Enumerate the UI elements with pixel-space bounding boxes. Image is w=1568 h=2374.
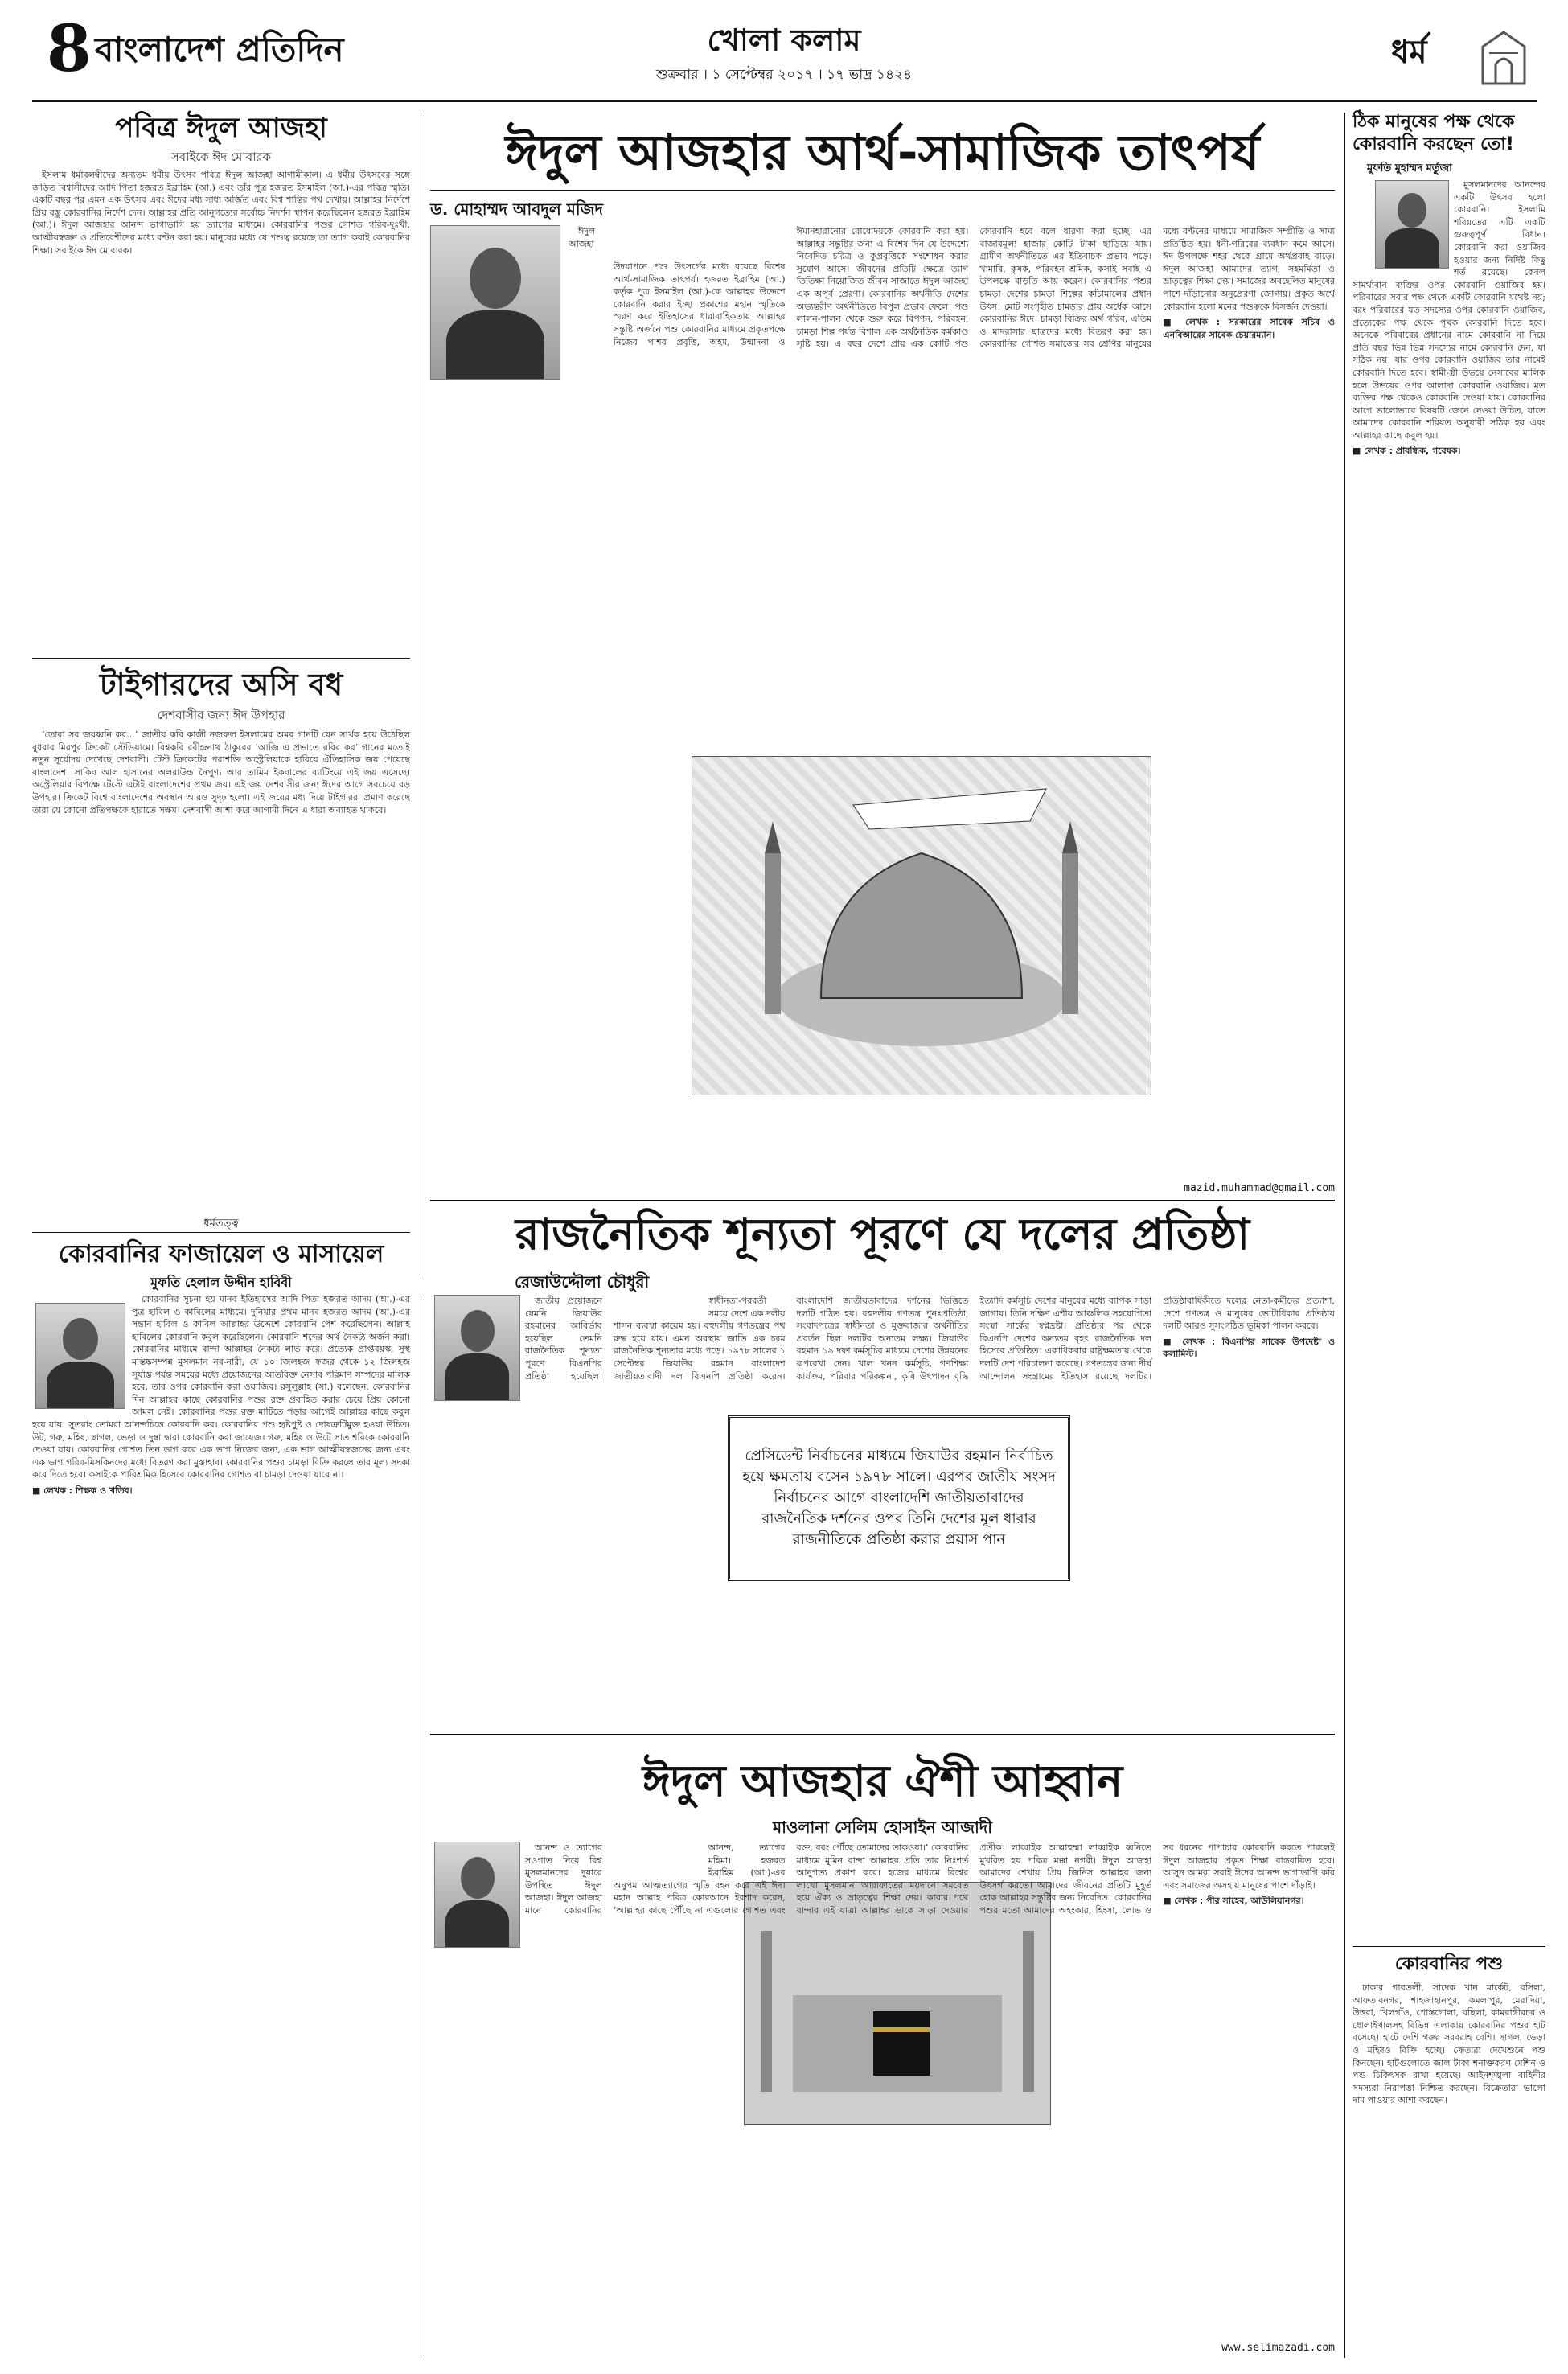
article-title: টাইগারদের অসি বধ [99, 667, 343, 702]
article-author: মুফতি হেলাল উদ্দীন হাবিবী [150, 1275, 292, 1290]
article-title: ঈদুল আজহার আর্থ-সামাজিক তাৎপর্য [505, 123, 1260, 182]
page-number: 8 [47, 10, 92, 86]
article-body [1353, 179, 1545, 1932]
article-body [430, 225, 1335, 1174]
article-text: আনন্দ ও ত্যাগের সওগাত নিয়ে বিশ্ব মুসলমানদের দুয়ারে উপস্থিত ঈদুল আজহা। ঈদুল আজহা মানে কোরবানির আনন্দ, ত্যাগের মহিমা। হজরত ইব্রাহিম (আ.)-এর অনুপম আত্মত্যাগের স্মৃতি বহন করে এই ঈদ। মহান আল্লাহ পবিত্র কোরআনে ইরশাদ করেন, ‘আল্লাহর কাছে পৌঁছে না এগুলোর গোশত এবং রক্ত, বরং পৌঁছে তোমাদের তাকওয়া।’ কোরবানির মাধ্যমে মুমিন বান্দা আল্লাহর প্রতি তার নিঃশর্ত আনুগত্য প্রকাশ করে। হজের মাধ্যমে বিশ্বের লাখো মুসলমান আরাফাতের ময়দানে সমবেত হয়ে ঐক্য ও ভ্রাতৃত্বের শিক্ষা দেয়। কাবার পথে বান্দার এই যাত্রা আল্লাহর ডাকে সাড়া দেওয়ার প্রতীক। লাব্বাইক আল্লাহুম্মা লাব্বাইক ধ্বনিতে মুখরিত হয় পবিত্র মক্কা নগরী। ঈদুল আজহা আমাদের শেখায় প্রিয় জিনিস আল্লাহর জন্য উৎসর্গ করতে। আমাদের জীবনের প্রতিটি মুহূর্ত হোক আল্লাহর সন্তুষ্টির জন্য নিবেদিত। কোরবানির পশুর মতো আমাদের অহংকার, হিংসা, লোভ ও সব ধরনের পাপাচার কোরবানি করতে পারলেই ঈদুল আজহার প্রকৃত শিক্ষা বাস্তবায়িত হবে। আসুন আমরা সবাই ঈদের আনন্দ ভাগাভাগি করি এবং সমাজের অসহায় মানুষের পাশে দাঁড়াই। [525, 1842, 1335, 1916]
article-title: কোরবানির ফাজায়েল ও মাসায়েল [58, 1240, 384, 1268]
article-body [430, 1842, 1335, 2340]
article-title: কোরবানির পশু [1394, 1954, 1504, 1974]
section-title: খোলা কলাম [707, 23, 861, 58]
article-text: ঢাকার গাবতলী, সাদেক খান মার্কেট, বসিলা, আফতাবনগর, শাহজাহানপুর, কমলাপুর, মেরাদিয়া, উত্তরা, খিলগাঁও, পোস্তগোলা, বছিলা, কামরাঙ্গীরচর ও ধোলাইখালসহ বিভিন্ন এলাকায় কোরবানির পশুর হাট বসেছে। হাটে দেশি গরুর সরবরাহ বেশি। ছাগল, ভেড়া ও মহিষও বিক্রি হচ্ছে। ক্রেতারা দেখেশুনে পশু কিনছেন। হাটগুলোতে জাল টাকা শনাক্তকরণ মেশিন ও পশু চিকিৎসক রাখা হয়েছে। আইনশৃঙ্খলা বাহিনীর সদস্যরা নিরাপত্তা নিশ্চিত করছেন। বিক্রেতারা ভালো দাম পাওয়ার আশা করছেন। [1353, 1982, 1545, 2106]
author-website[interactable]: www.selimazadi.com [1221, 2342, 1335, 2354]
article-author: মাওলানা সেলিম হোসাইন আজাদী [772, 1817, 993, 1837]
article-author: রেজাউদ্দৌলা চৌধুরী [515, 1272, 650, 1292]
article-text: জাতীয় প্রয়োজনে যেমনি জিয়াউর রহমানের আবির্ভাব হয়েছিল তেমনি রাজনৈতিক শূন্যতা পূরণে বিএনপির প্রতিষ্ঠা হয়েছিল। স্বাধীনতা-পরবর্তী সময়ে দেশে এক দলীয় শাসন ব্যবস্থা কায়েম হয়। বহুদলীয় গণতন্ত্রের পথ রুদ্ধ হয়ে যায়। এমন অবস্থায় জাতি এক চরম রাজনৈতিক শূন্যতার মধ্যে পড়ে। ১৯৭৮ সালের ১ সেপ্টেম্বর জিয়াউর রহমান বাংলাদেশ জাতীয়তাবাদী দল বিএনপি প্রতিষ্ঠা করেন। বাংলাদেশি জাতীয়তাবাদের দর্শনের ভিত্তিতে দলটি গঠিত হয়। বহুদলীয় গণতন্ত্র পুনঃপ্রতিষ্ঠা, সংবাদপত্রের স্বাধীনতা ও মুক্তবাজার অর্থনীতির প্রবর্তন ছিল দলটির অন্যতম লক্ষ্য। জিয়াউর রহমান ১৯ দফা কর্মসূচির মাধ্যমে দেশের উন্নয়নের রূপরেখা দেন। খাল খনন কর্মসূচি, গণশিক্ষা কার্যক্রম, পরিবার পরিকল্পনা, কৃষি উৎপাদন বৃদ্ধি ইত্যাদি কর্মসূচি দেশের মানুষের মধ্যে ব্যাপক সাড়া জাগায়। তিনি দক্ষিণ এশীয় আঞ্চলিক সহযোগিতা সংস্থা সার্কের স্বপ্নদ্রষ্টা। প্রতিষ্ঠার পর থেকে বিএনপি দেশের অন্যতম বৃহৎ রাজনৈতিক দল হিসেবে প্রতিষ্ঠিত। একাধিকবার রাষ্ট্রক্ষমতায় থেকে দলটি দেশ পরিচালনা করেছে। গণতন্ত্রের জন্য দীর্ঘ আন্দোলন সংগ্রামের ইতিহাস রয়েছে দলটির। প্রতিষ্ঠাবার্ষিকীতে দলের নেতা-কর্মীদের প্রত্যাশা, দেশে গণতন্ত্র ও মানুষের ভোটাধিকার প্রতিষ্ঠায় দলটি আরও সুসংগঠিত ভূমিকা পালন করবে। [525, 1296, 1335, 1382]
article-ending: ■ লেখক : প্রাবন্ধিক, গবেষক। [1353, 446, 1461, 457]
mosque-logo-icon [1478, 29, 1529, 87]
article-body [32, 169, 410, 651]
article-body [32, 729, 410, 1211]
article-ending: ■ লেখক : সরকারের সাবেক সচিব ও এনবিআরের সাবেক চেয়ারম্যান। [1163, 317, 1335, 340]
article-text: কোরবানির সূচনা হয় মানব ইতিহাসের আদি পিতা হজরত আদম (আ.)-এর পুত্র হাবিল ও কাবিলের মাধ্যমে। দুনিয়ার প্রথম মানব হজরত আদম (আ.)-এর সন্তান হাবিল ও কাবিল আল্লাহর উদ্দেশে কোরবানি পেশ করেছিলেন। আল্লাহ হাবিলের কোরবানি কবুল করেছিলেন। কোরবানি শব্দের অর্থ নৈকট্য অর্জন করা। কোরবানির মাধ্যমে বান্দা আল্লাহর নৈকট্য লাভ করে। প্রত্যেক প্রাপ্তবয়স্ক, সুস্থ মস্তিষ্কসম্পন্ন মুসলমান নর-নারী, যে ১০ জিলহজ ফজর থেকে ১২ জিলহজ সূর্যাস্ত পর্যন্ত সময়ের মধ্যে প্রয়োজনের অতিরিক্ত নেসাব পরিমাণ সম্পদের মালিক হবে, তার ওপর কোরবানি করা ওয়াজিব। রসুলুল্লাহ (সা.) বলেছেন, কোরবানির দিন আল্লাহর কাছে কোরবানির পশুর রক্ত প্রবাহিত করার চেয়ে প্রিয় কোনো আমল নেই। কোরবানির পশুর রক্ত মাটিতে পড়ার আগেই আল্লাহর কাছে কবুল হয়ে যায়। সুতরাং তোমরা আনন্দচিত্তে কোরবানি কর। কোরবানির পশু হৃষ্টপুষ্ট ও দোষত্রুটিমুক্ত হওয়া উচিত। উট, গরু, মহিষ, ছাগল, ভেড়া ও দুম্বা দ্বারা কোরবানি করা জায়েজ। গরু, মহিষ ও উটে সাত শরিকে কোরবানি দেওয়া যায়। কোরবানির গোশত তিন ভাগ করে এক ভাগ নিজের জন্য, এক ভাগ আত্মীয়স্বজনের জন্য এবং এক ভাগ গরিব-মিসকিনদের মধ্যে বিতরণ করা মুস্তাহাব। কোরবানির পশুর চামড়া বিক্রি করলে তার মূল্য সদকা করে দিতে হবে। কসাইকে পারিশ্রমিক হিসেবে কোরবানির গোশত বা চামড়া দেওয়া যাবে না। [32, 1294, 410, 1481]
article-ending: ■ লেখক : পীর সাহেব, আউলিয়ানগর। [1163, 1896, 1304, 1907]
paper-name: বাংলাদেশ প্রতিদিন [95, 30, 344, 69]
article-text: ‘তোরা সব জয়ধ্বনি কর...’ জাতীয় কবি কাজী নজরুল ইসলামের অমর গানটি যেন সার্থক হয়ে উঠেছিল বুধবার মিরপুর ক্রিকেট স্টেডিয়ামে। বিশ্বকবি রবীন্দ্রনাথ ঠাকুরের ‘আজি এ প্রভাতে রবির কর’ গানের মতোই নতুন সূর্যোদয় দেখেছে দেশবাসী। টেস্ট ক্রিকেটের পরাশক্তি অস্ট্রেলিয়াকে হারিয়ে ঐতিহাসিক জয় পেয়েছে বাংলাদেশ। সাকিব আল হাসানের অলরাউন্ড নৈপুণ্য আর তামিম ইকবালের ব্যাটিংয়ে এই জয় এসেছে। অস্ট্রেলিয়ার বিপক্ষে টেস্টে এটাই বাংলাদেশের প্রথম জয়। এই জয় দেশবাসীর জন্য ঈদের আগে সবচেয়ে বড় উপহার। ক্রিকেট বিশ্বে বাংলাদেশের অবস্থান আরও সুদৃঢ় হলো। এই জয়ের মধ্য দিয়ে টাইগাররা প্রমাণ করেছে তারা যে কোনো প্রতিপক্ষকে হারাতে সক্ষম। দেশবাসী আশা করে আগামী দিনে এ ধারা অব্যাহত থাকবে। [32, 729, 410, 815]
article-title: রাজনৈতিক শূন্যতা পূরণে যে দলের প্রতিষ্ঠা [515, 1209, 1250, 1259]
section-label: ধর্মতত্ত্ব [203, 1218, 239, 1230]
author-email[interactable]: mazid.muhammad@gmail.com [1184, 1182, 1335, 1194]
date-line: শুক্রবার । ১ সেপ্টেম্বর ২০১৭ । ১৭ ভাদ্র ১৪২৪ [655, 67, 913, 83]
article-title: ঈদুল আজহার ঐশী আহ্বান [642, 1756, 1123, 1806]
article-text: ঈদুল আজহা উদযাপনে পশু উৎসর্গের মধ্যে রয়েছে বিশেষ আর্থ-সামাজিক তাৎপর্য। হজরত ইব্রাহিম (আ.) কর্তৃক পুত্র ইসমাইল (আ.)-কে আল্লাহর উদ্দেশে কোরবানি করার ইচ্ছা প্রকাশের মহান স্মৃতিকে স্মরণ করে ইতিহাসের ধারাবাহিকতায় আল্লাহর সন্তুষ্টি অর্জনে পশু কোরবানির মাধ্যমে প্রকৃতপক্ষে নিজের পাশব প্রবৃত্তি, অহম, উন্মাদনা ও ঈমানহারানোর বোধোদয়কে কোরবানি করা হয়। আল্লাহর সন্তুষ্টির জন্য এ বিশেষ দিন যে উদ্দেশ্যে নিবেদিত চরিত্র ও কুপ্রবৃত্তিকে সংশোধন করার সুযোগ আসে। জীবনের প্রতিটি ক্ষেত্রে ত্যাগ তিতিক্ষা নিয়োজিত জীবন সাজাতে ঈদুল আজহা এক অপূর্ব প্রেরণা। কোরবানির অর্থনীতি দেশের অভ্যন্তরীণ অর্থনীতিতে বিপুল প্রভাব ফেলে। পশু লালন-পালন থেকে শুরু করে বিপণন, পরিবহন, চামড়া শিল্প পর্যন্ত বিশাল এক অর্থনৈতিক কর্মকাণ্ড সৃষ্টি হয়। এ বছর দেশে প্রায় এক কোটি পশু কোরবানি হবে বলে ধারণা করা হচ্ছে। এর বাজারমূল্য হাজার কোটি টাকা ছাড়িয়ে যায়। গ্রামীণ অর্থনীতিতে এর ইতিবাচক প্রভাব পড়ে। খামারি, কৃষক, পরিবহন শ্রমিক, কসাই সবাই এ উপলক্ষে বাড়তি আয় করেন। কোরবানির পশুর চামড়া দেশের চামড়া শিল্পের কাঁচামালের প্রধান উৎস। মোট সংগৃহীত চামড়ার প্রায় অর্ধেক আসে কোরবানির ঈদে। চামড়া বিক্রির অর্থ গরিব, এতিম ও মাদরাসার ছাত্রদের মধ্যে বিতরণ করা হয়। কোরবানির গোশত সমাজের সব শ্রেণির মানুষের মধ্যে বণ্টনের মাধ্যমে সামাজিক সম্প্রীতি ও সাম্য প্রতিষ্ঠিত হয়। ধনী-গরিবের ব্যবধান কমে আসে। ঈদ উপলক্ষে শহর থেকে গ্রামে অর্থপ্রবাহ বাড়ে। ঈদুল আজহা আমাদের ত্যাগ, সহমর্মিতা ও ভ্রাতৃত্বের শিক্ষা দেয়। সমাজের অবহেলিত মানুষের পাশে দাঁড়ানোর অনুপ্রেরণা জোগায়। প্রকৃত অর্থে কোরবানি হলো মনের পশুত্বকে বিসর্জন দেওয়া। [569, 226, 1335, 350]
article-subtitle: দেশবাসীর জন্য ঈদ উপহার [157, 708, 285, 722]
pull-quote-text: প্রেসিডেন্ট নির্বাচনের মাধ্যমে জিয়াউর রহমান নির্বাচিত হয়ে ক্ষমতায় বসেন ১৯৭৮ সালে। এরপর জাতীয় সংসদ নির্বাচনের আগে বাংলাদেশি জাতীয়তাবাদের রাজনৈতিক দর্শনের ওপর তিনি দেশের মূল ধারার রাজনীতিকে প্রতিষ্ঠা করার প্রয়াস পান [742, 1448, 1056, 1548]
article-text: ইসলাম ধর্মাবলম্বীদের অন্যতম ধর্মীয় উৎসব পবিত্র ঈদুল আজহা আগামীকাল। এ ধর্মীয় উৎসবের সঙ্গে জড়িত বিশ্বাসীদের আদি পিতা হজরত ইব্রাহিম (আ.) এবং তাঁর পুত্র হজরত ইসমাইল (আ.)-এর পবিত্র স্মৃতি। একটি বছর পর এমন এক উৎসব এবং ঈদের মধ্য সাধ্য অর্জিত এবং বিশ্ব শান্তির পথ দেখায়। আল্লাহর নির্দেশে প্রিয় বস্তু কোরবানির নির্দেশ দেন। আল্লাহর প্রতি আনুগত্যের সর্বোচ্চ নিদর্শন স্থাপন করেছিলেন হজরত ইব্রাহিম (আ.)। ঈদুল আজহার আনন্দ ভাগাভাগি হয় ত্যাগের মাধ্যমে। কোরবানির পশুর গোশত গরিব-দুঃখী, আত্মীয়স্বজন ও প্রতিবেশীদের মধ্যে বণ্টন করা হয়। মানুষের মধ্যে যে পশুত্ব রয়েছে তা ত্যাগ করাই কোরবানির শিক্ষা। সবাইকে ঈদ মোবারক। [32, 170, 410, 256]
article-subtitle: সবাইকে ঈদ মোবারক [170, 150, 272, 164]
article-ending: ■ লেখক : বিএনপির সাবেক উপদেষ্টা ও কলামিস্ট। [1163, 1336, 1335, 1360]
article-body [32, 1293, 410, 2347]
article-title: পবিত্র ঈদুল আজহা [115, 112, 327, 144]
article-title: ঠিক মানুষের পক্ষ থেকে কোরবানি করছেন তো! [1353, 112, 1515, 154]
article-author: মুফতি মুহাম্মদ মর্তুজা [1367, 162, 1452, 175]
article-author: ড. মোহাম্মদ আবদুল মজিদ [430, 199, 603, 219]
article-ending: ■ লেখক : শিক্ষক ও খতিব। [32, 1485, 133, 1496]
masthead-rule [32, 100, 1537, 102]
article-body [1353, 1982, 1545, 2351]
pull-quote [728, 1415, 1070, 1581]
section-tag: ধর্ম [1391, 34, 1427, 71]
article-text: মুসলমানদের আনন্দের একটি উৎসব হলো কোরবানি। ইসলামি শরিয়তের এটি একটি গুরুত্বপূর্ণ বিধান। কোরবানি করা ওয়াজিব হওয়ার জন্য নির্দিষ্ট কিছু শর্ত রয়েছে। কেবল সামর্থ্যবান ব্যক্তির ওপর কোরবানি ওয়াজিব হয়। পরিবারের সবার পক্ষ থেকে একটি কোরবানি যথেষ্ট নয়; বরং পরিবারের যত সদস্যের ওপর কোরবানি ওয়াজিব, প্রত্যেকের পক্ষ থেকে পৃথক কোরবানি দিতে হবে। অনেকে পরিবারের প্রধানের নামে কোরবানি না দিয়ে প্রতি বছর ভিন্ন ভিন্ন সদস্যের নামে কোরবানি দেন, যা সঠিক নয়। যার ওপর কোরবানি ওয়াজিব তার নামেই কোরবানি দিতে হবে। স্বামী-স্ত্রী উভয়ে নেসাবের মালিক হলে উভয়ের ওপর আলাদা কোরবানি ওয়াজিব। মৃত ব্যক্তির পক্ষ থেকেও কোরবানি দেওয়া যায়। কোরবানির আগে ভালোভাবে বিষয়টি জেনে নেওয়া উচিত, যাতে আমাদের কোরবানি শরিয়ত অনুযায়ী সঠিক হয় এবং আল্লাহর কাছে কবুল হয়। [1353, 179, 1545, 441]
